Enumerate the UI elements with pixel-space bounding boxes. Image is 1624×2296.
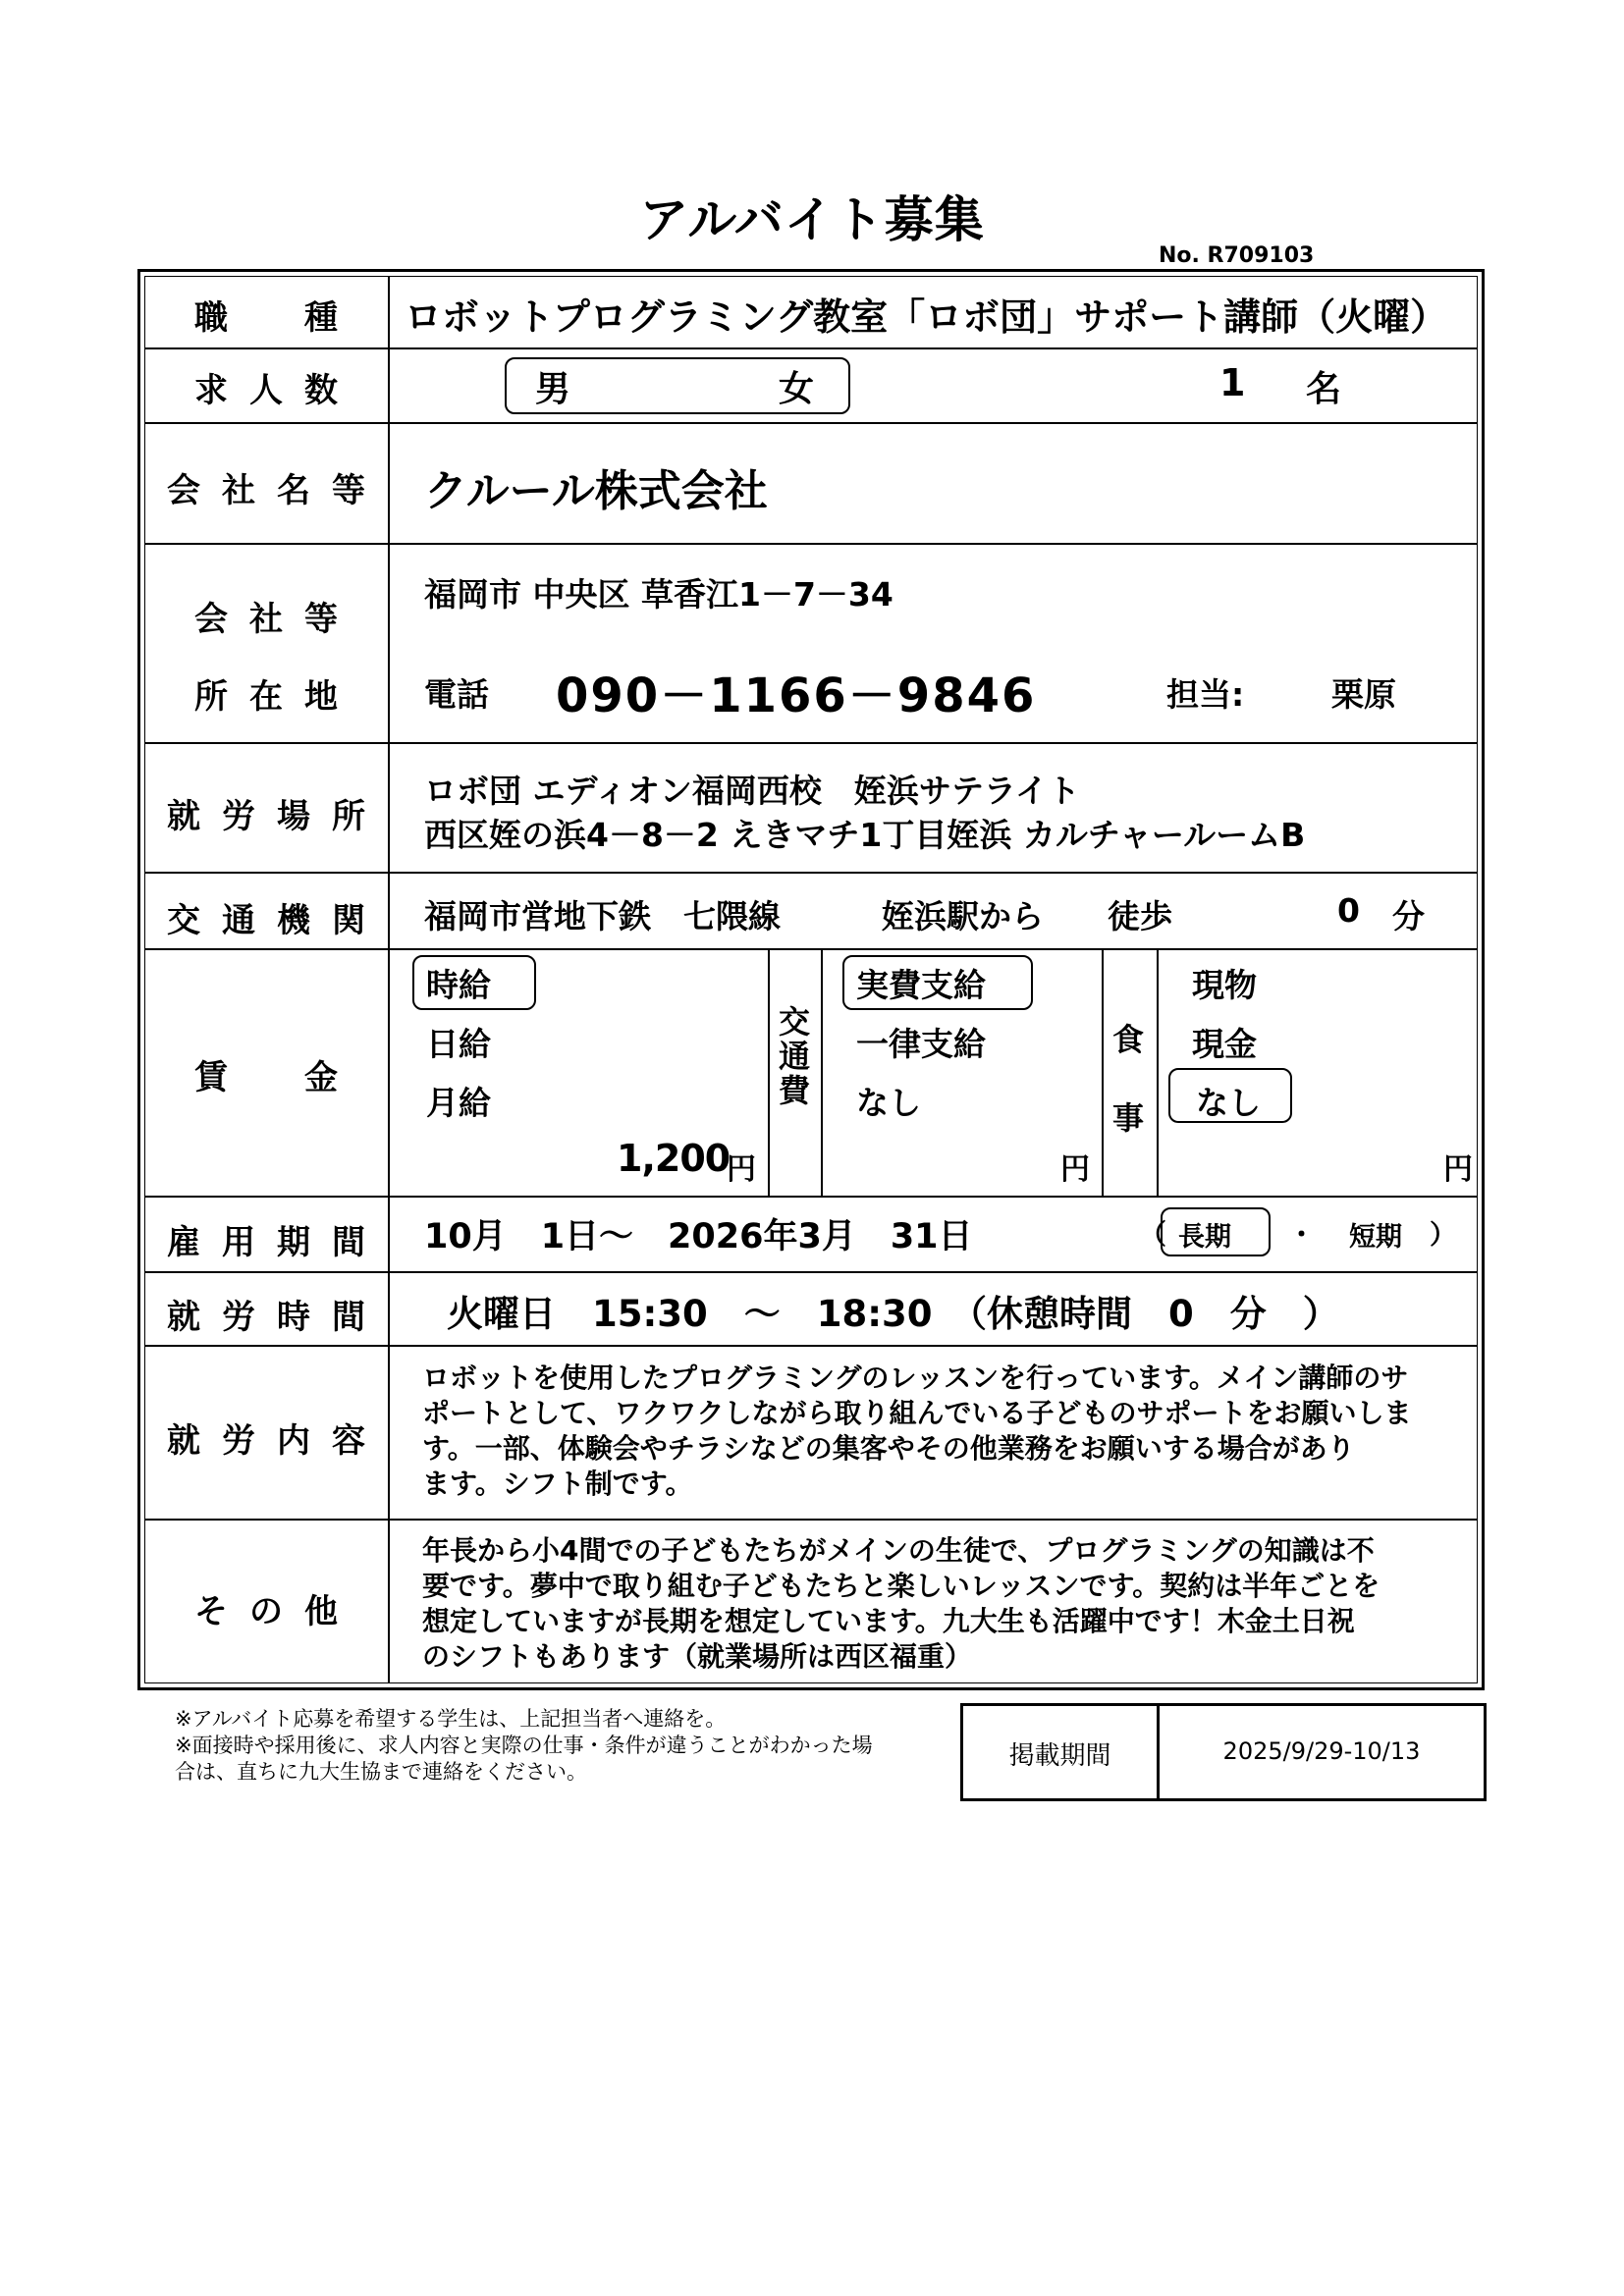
wage-divider — [768, 948, 770, 1196]
meal-label-1: 食 — [1112, 1021, 1145, 1058]
job-type-value: ロボットプログラミング教室「ロボ団」サポート講師（火曜） — [405, 295, 1448, 339]
company-name: クルール株式会社 — [424, 466, 768, 516]
gender-male: 男 — [535, 369, 571, 409]
label-period: 雇用期間 — [167, 1223, 387, 1262]
label-column-divider — [388, 276, 390, 1683]
workplace-line-2: 西区姪の浜4－8－2 えきマチ1丁目姪浜 カルチャールームB — [424, 816, 1306, 854]
transport-fee-label-2: 通 — [779, 1038, 811, 1075]
other-line-2: 要です。夢中で取り組む子どもたちと楽しいレッスンです。契約は半年ごとを — [422, 1570, 1380, 1602]
tel-number: 090－1166－9846 — [556, 668, 1037, 723]
other-line-4: のシフトもあります（就業場所は西区福重） — [422, 1640, 973, 1673]
row-divider — [144, 347, 1478, 349]
period-dot: ・ — [1288, 1220, 1315, 1251]
period-close-paren: ） — [1430, 1220, 1456, 1251]
workplace-line-1: ロボ団 エディオン福岡西校 姪浜サテライト — [424, 772, 1080, 810]
wage-divider — [1157, 948, 1159, 1196]
wage-amount: 1,200 — [617, 1137, 731, 1180]
page-title: アルバイト募集 — [639, 191, 985, 248]
transport-fee-label-1: 交 — [779, 1003, 811, 1041]
label-content: 就労内容 — [167, 1421, 387, 1461]
row-divider — [144, 422, 1478, 424]
note-line-2: ※面接時や採用後に、求人内容と実際の仕事・条件が違うことがわかった場 — [175, 1734, 873, 1757]
transport-fee-label-3: 費 — [779, 1072, 811, 1109]
tel-label: 電話 — [424, 675, 489, 714]
label-job-type: 職 種 — [194, 298, 359, 338]
transport-minutes-unit: 分 — [1392, 897, 1425, 935]
contact-label: 担当: — [1166, 675, 1245, 714]
row-divider — [144, 948, 1478, 950]
label-address-1: 会社等 — [194, 600, 359, 639]
contact-name: 栗原 — [1331, 675, 1396, 714]
work-hours: 火曜日 15:30 ～ 18:30 （休憩時間 0 分 ） — [447, 1293, 1339, 1335]
wage-type-daily: 日給 — [426, 1025, 491, 1063]
content-line-1: ロボットを使用したプログラミングのレッスンを行っています。メイン講師のサ — [422, 1362, 1409, 1394]
transport-station: 姪浜駅から — [882, 897, 1044, 935]
content-line-2: ポートとして、ワクワクしながら取り組んでいる子どものサポートをお願いしま — [422, 1397, 1412, 1429]
transport-fee-actual: 実費支給 — [856, 966, 986, 1004]
content-line-4: ます。シフト制です。 — [422, 1468, 693, 1500]
address-line: 福岡市 中央区 草香江1－7－34 — [424, 575, 893, 614]
meal-none: なし — [1196, 1084, 1261, 1122]
label-other: その他 — [194, 1592, 359, 1631]
transport-walk: 徒歩 — [1108, 897, 1172, 935]
label-hours: 就労時間 — [167, 1298, 387, 1337]
content-line-3: す。一部、体験会やチラシなどの集客やその他業務をお願いする場合があり — [422, 1432, 1355, 1465]
row-divider — [144, 1519, 1478, 1521]
row-divider — [144, 543, 1478, 545]
note-line-3: 合は、直ちに九大生協まで連絡をください。 — [175, 1760, 587, 1784]
wage-type-monthly: 月給 — [426, 1084, 491, 1122]
row-divider — [144, 1196, 1478, 1198]
label-transport: 交通機関 — [167, 901, 387, 940]
label-workplace: 就労場所 — [167, 797, 387, 836]
wage-yen: 円 — [727, 1152, 756, 1187]
note-line-1: ※アルバイト応募を希望する学生は、上記担当者へ連絡を。 — [175, 1707, 727, 1731]
label-address-2: 所在地 — [194, 677, 359, 717]
label-wage: 賃 金 — [194, 1058, 359, 1097]
label-headcount: 求人数 — [194, 371, 359, 410]
period-short: 短期 — [1349, 1222, 1402, 1253]
headcount-unit: 名 — [1306, 369, 1342, 409]
row-divider — [144, 872, 1478, 874]
meal-yen: 円 — [1443, 1152, 1473, 1187]
posting-period-value: 2025/9/29-10/13 — [1222, 1737, 1421, 1765]
transport-fee-yen: 円 — [1060, 1152, 1090, 1187]
transport-line: 福岡市営地下鉄 七隈線 — [424, 897, 781, 935]
period-long: 長期 — [1178, 1222, 1231, 1253]
gender-female: 女 — [779, 369, 815, 409]
transport-fee-none: なし — [856, 1084, 921, 1122]
period-open-paren: （ — [1139, 1218, 1167, 1251]
meal-in-kind: 現物 — [1192, 966, 1257, 1004]
period-dates: 10月 1日～ 2026年3月 31日 — [424, 1217, 973, 1256]
transport-fee-flat: 一律支給 — [856, 1025, 986, 1063]
other-line-1: 年長から小4間での子どもたちがメインの生徒で、プログラミングの知識は不 — [422, 1534, 1375, 1567]
wage-type-hourly: 時給 — [426, 966, 491, 1004]
meal-cash: 現金 — [1192, 1025, 1257, 1063]
meal-label-2: 事 — [1112, 1099, 1145, 1137]
row-divider — [144, 742, 1478, 744]
wage-divider — [1102, 948, 1104, 1196]
row-divider — [144, 1271, 1478, 1273]
label-company: 会社名等 — [167, 471, 387, 510]
posting-period-label: 掲載期間 — [1008, 1741, 1111, 1771]
wage-divider — [821, 948, 823, 1196]
transport-minutes: 0 — [1337, 891, 1360, 930]
other-line-3: 想定していますが長期を想定しています。九大生も活躍中です！木金土日祝 — [422, 1605, 1355, 1637]
headcount-number: 1 — [1219, 361, 1246, 404]
document-number: No. R709103 — [1159, 243, 1315, 268]
row-divider — [144, 1345, 1478, 1347]
